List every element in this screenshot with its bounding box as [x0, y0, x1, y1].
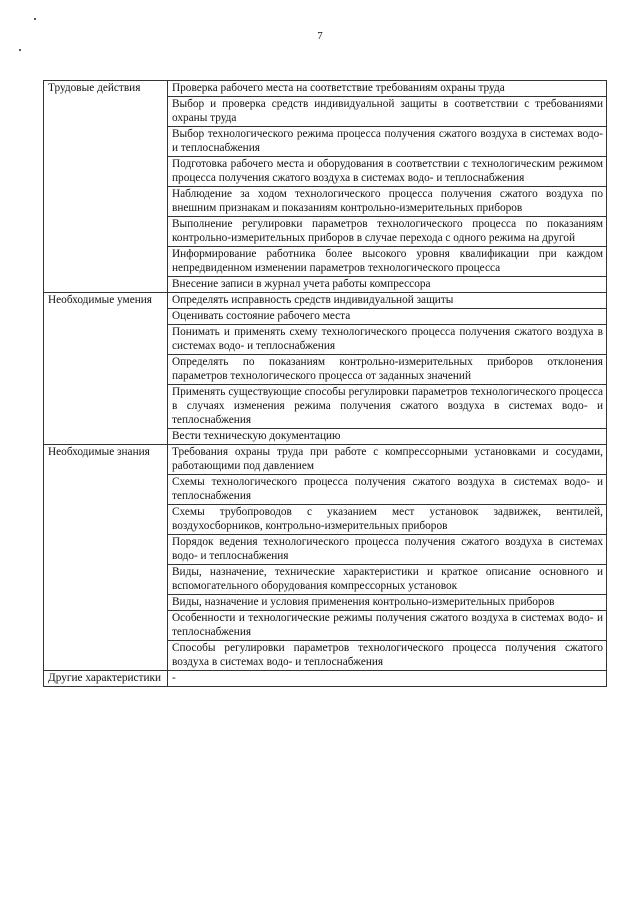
section-item: Схемы трубопроводов с указанием мест установок задвижек, вентилей, воздухосборников, контрольно-измерительных приборов: [168, 505, 607, 535]
table-row: [44, 81, 607, 97]
table-row: [44, 671, 607, 687]
section-item: Определять исправность средств индивидуальной защиты: [168, 293, 607, 309]
section-item: Виды, назначение, технические характеристики и краткое описание основного и вспомогательного оборудования компрессорных установок: [168, 565, 607, 595]
section-item: Особенности и технологические режимы получения сжатого воздуха в системах водо- и теплоснабжения: [168, 611, 607, 641]
labor-functions-table: [43, 80, 607, 687]
section-item: Оценивать состояние рабочего места: [168, 309, 607, 325]
section-item: Наблюдение за ходом технологического процесса получения сжатого воздуха по внешним признакам и показаниям контрольно-измерительных приборов: [168, 187, 607, 217]
section-item: -: [168, 671, 607, 687]
section-item: Подготовка рабочего места и оборудования в соответствии с технологическим режимом процесса получения сжатого воздуха в системах водо- и теплоснабжения: [168, 157, 607, 187]
section-label: Необходимые умения: [44, 293, 168, 445]
section-item: Внесение записи в журнал учета работы компрессора: [168, 277, 607, 293]
table-row: [44, 293, 607, 309]
section-item: Информирование работника более высокого уровня квалификации при каждом непредвиденном изменении параметров технологического процесса: [168, 247, 607, 277]
section-item: Требования охраны труда при работе с компрессорными установками и сосудами, работающими под давлением: [168, 445, 607, 475]
section-label: Трудовые действия: [44, 81, 168, 293]
section-item: Вести техническую документацию: [168, 429, 607, 445]
section-item: Определять по показаниям контрольно-измерительных приборов отклонения параметров технологического процесса от заданных значений: [168, 355, 607, 385]
section-item: Применять существующие способы регулировки параметров технологического процесса в случаях изменения режима получения сжатого воздуха в системах водо- и теплоснабжения: [168, 385, 607, 429]
section-item: Понимать и применять схему технологического процесса получения сжатого воздуха в системах водо- и теплоснабжения: [168, 325, 607, 355]
section-item: Выбор технологического режима процесса получения сжатого воздуха в системах водо- и теплоснабжения: [168, 127, 607, 157]
scan-speck: [34, 18, 36, 20]
section-item: Порядок ведения технологического процесса получения сжатого воздуха в системах водо- и теплоснабжения: [168, 535, 607, 565]
section-label: Другие характеристики: [44, 671, 168, 687]
scan-speck: [19, 49, 21, 51]
section-item: Способы регулировки параметров технологического процесса получения сжатого воздуха в системах водо- и теплоснабжения: [168, 641, 607, 671]
section-item: Выполнение регулировки параметров технологического процесса по показаниям контрольно-измерительных приборов в случае перехода с одного режима на другой: [168, 217, 607, 247]
section-item: Выбор и проверка средств индивидуальной защиты в соответствии с требованиями охраны труда: [168, 97, 607, 127]
section-label: Необходимые знания: [44, 445, 168, 671]
table-row: [44, 445, 607, 475]
page-number: 7: [317, 30, 323, 42]
section-item: Схемы технологического процесса получения сжатого воздуха в системах водо- и теплоснабжения: [168, 475, 607, 505]
section-item: Проверка рабочего места на соответствие требованиям охраны труда: [168, 81, 607, 97]
section-item: Виды, назначение и условия применения контрольно-измерительных приборов: [168, 595, 607, 611]
